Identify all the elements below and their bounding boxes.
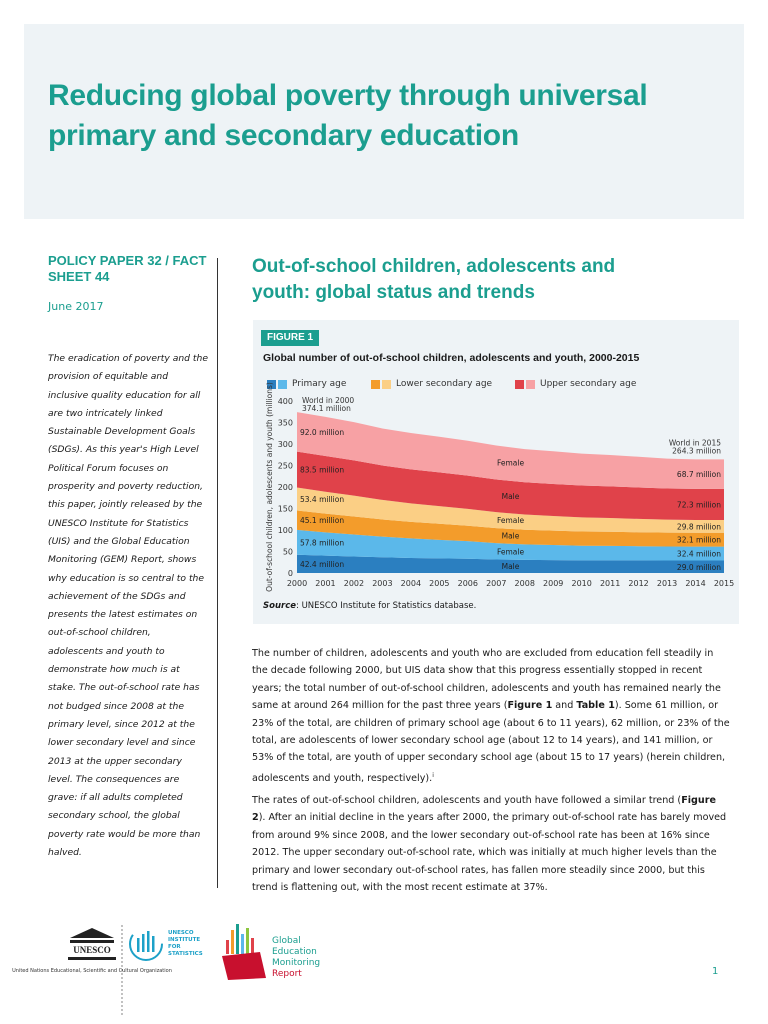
gem-bar [226, 940, 229, 954]
body-text-run: ). Some 61 million, or 23% of the total, are children of primary school age (about 6 to 11 years), 62 million, or 23% of the total, are adolescents of lower secondary school age (about 12 to 14 years), and 141 million, or 53% of the total, are youth of upper secondary school age (about 15 to 17 years) (herein children, adolescents and youth, respectively). [252, 700, 730, 785]
y-tick-label: 400 [277, 397, 293, 406]
uis-ring [130, 928, 162, 960]
gem-text: Monitoring [272, 958, 321, 968]
x-tick-label: 2008 [514, 579, 535, 588]
legend-label: Primary age [292, 379, 347, 389]
body-text-run: and [552, 700, 577, 712]
table-reference: Table 1 [576, 700, 615, 712]
x-tick-label: 2010 [571, 579, 592, 588]
y-tick-label: 50 [282, 547, 293, 557]
figure-source [263, 601, 476, 611]
uis-bar [152, 936, 155, 952]
unesco-org-name: United Nations Educational, Scientific and Cultural Organization [12, 968, 172, 974]
body-paragraph-2 [252, 792, 732, 896]
x-tick-label: 2013 [656, 579, 678, 588]
legend-label: Lower secondary age [396, 379, 493, 389]
section-heading: Out-of-school children, adolescents and youth: global status and trends [252, 256, 616, 303]
x-tick-label: 2011 [599, 579, 621, 588]
page-title: Reducing global poverty through universal primary and secondary education [48, 79, 648, 152]
x-tick-label: 2012 [628, 579, 649, 588]
world-2015-label: World in 2015 [668, 438, 721, 448]
start-value-label: 42.4 million [300, 559, 345, 569]
x-tick-label: 2005 [429, 579, 450, 588]
gem-text: Global [272, 936, 301, 946]
x-tick-label: 2000 [286, 579, 308, 588]
world-2000-value: 374.1 million [302, 404, 351, 414]
male-label: Male [501, 491, 520, 501]
legend-label: Upper secondary age [540, 379, 637, 389]
unesco-wordmark: UNESCO [73, 945, 111, 955]
body-text-run: The number of children, adolescents and youth who are excluded from education fell steadily in the decade following 2000, but UIS data show that this progress essentially stopped in recent years; the total number of out-of-school children, adolescents and youth has remained nearly the same at around 264 million for the past three years ( [252, 648, 721, 712]
start-value-label: 53.4 million [300, 495, 345, 505]
unesco-base [68, 957, 116, 960]
world-2015-value: 264.3 million [672, 446, 721, 456]
x-tick-label: 2015 [713, 579, 735, 588]
figure-reference: Figure 2 [252, 795, 716, 824]
uis-bar [142, 934, 145, 952]
gem-bar [251, 938, 254, 954]
column-divider [217, 258, 218, 888]
end-value-label: 32.4 million [676, 549, 721, 559]
uis-text: UNESCO [168, 930, 194, 936]
end-value-label: 29.0 million [676, 562, 721, 572]
area-chart [253, 320, 739, 600]
intro-text: The eradication of poverty and the provision of equitable and inclusive quality education for all are two intricately linked Sustainable Development Goals (SDGs). As this year's High Level Political Forum focuses on prosperity and poverty reduction, this paper, jointly released by the UNESCO Institute for Statistics (UIS) and the Global Education Monitoring (GEM) Report, shows why education is so central to the achievement of the SDGs and presents the latest estimates on out-of-school children, adolescents and youth to demonstrate how much is at stake. The out-of-school rate has not budged since 2008 at the primary level, since 2012 at the lower secondary level and since 2013 at the upper secondary level. The consequences are grave: if all adults completed secondary school, the global poverty rate would be more than halved. [48, 353, 208, 859]
uis-bar [137, 938, 140, 952]
body-text-run: The rates of out-of-school children, adolescents and youth have followed a similar trend ( [252, 795, 682, 806]
world-2000-label: World in 2000 [302, 396, 355, 406]
start-value-label: 57.8 million [300, 538, 345, 548]
gem-bar [236, 924, 239, 954]
female-label: Female [496, 458, 525, 468]
male-label: Male [501, 531, 520, 541]
uis-logo [130, 928, 203, 960]
male-label: Male [501, 562, 520, 572]
end-value-label: 29.8 million [676, 522, 721, 532]
gem-bar [241, 934, 244, 954]
footnote-marker: i [432, 771, 434, 779]
x-tick-label: 2002 [343, 579, 365, 588]
publication-date: June 2017 [48, 300, 104, 313]
y-tick-label: 300 [277, 440, 293, 449]
uis-bar [147, 931, 150, 952]
source-label: Source [263, 601, 297, 611]
x-tick-label: 2003 [372, 579, 393, 588]
y-tick-label: 0 [287, 569, 293, 578]
figure-badge: FIGURE 1 [261, 330, 319, 346]
end-value-label: 32.1 million [676, 535, 721, 545]
chart-title: Global number of out-of-school children, adolescents and youth, 2000-2015 [263, 352, 640, 364]
partner-logos [12, 920, 740, 1020]
figure-reference: Figure 1 [507, 700, 553, 712]
footer-logos [12, 920, 740, 1020]
y-tick-label: 100 [277, 526, 293, 535]
y-tick-label: 250 [277, 461, 293, 471]
x-tick-label: 2007 [486, 579, 507, 588]
y-tick-label: 350 [277, 418, 293, 428]
end-value-label: 72.3 million [676, 500, 721, 510]
x-tick-label: 2004 [400, 579, 422, 588]
y-tick-label: 150 [277, 504, 293, 514]
gem-text: Report [272, 969, 302, 979]
x-tick-label: 2014 [685, 579, 706, 588]
unesco-lintel [70, 940, 114, 943]
body-text-run: ). After an initial decline in the years after 2000, the primary out-of-school rate has barely moved from around 9% since 2008, and the lower secondary out-of-school rate has been at 16% since 2012. The upper secondary out-of-school rate, which was initially at much higher levels than the primary and lower secondary out-of-school rates, has fallen more steadily since 2000, but this trend is flattening out, with the most recent estimate at 37%. [252, 812, 727, 894]
gem-bar [231, 930, 234, 954]
x-tick-label: 2001 [315, 579, 336, 588]
gem-book [222, 952, 266, 980]
x-tick-label: 2006 [457, 579, 478, 588]
uis-text: STATISTICS [168, 951, 203, 957]
source-text: : UNESCO Institute for Statistics database. [296, 601, 477, 611]
uis-text: INSTITUTE [168, 937, 201, 943]
end-value-label: 68.7 million [676, 470, 721, 480]
female-label: Female [496, 516, 525, 526]
gem-bar [246, 928, 249, 954]
policy-paper-label: POLICY PAPER 32 / FACT SHEET 44 [48, 253, 207, 284]
body-paragraph-1 [252, 645, 732, 787]
x-tick-label: 2009 [543, 579, 564, 588]
start-value-label: 45.1 million [300, 516, 345, 526]
gem-report-logo [222, 924, 320, 980]
start-value-label: 92.0 million [300, 427, 345, 437]
gem-text: Education [272, 947, 317, 957]
female-label: Female [496, 547, 525, 557]
uis-text: FOR [168, 944, 181, 950]
page-number: 1 [712, 966, 719, 977]
unesco-pediment [70, 928, 114, 938]
start-value-label: 83.5 million [300, 465, 345, 475]
y-tick-label: 200 [277, 483, 293, 492]
figure-1 [253, 320, 739, 624]
y-axis-label: Out-of-school children, adolescents and youth (millions) [265, 382, 274, 592]
